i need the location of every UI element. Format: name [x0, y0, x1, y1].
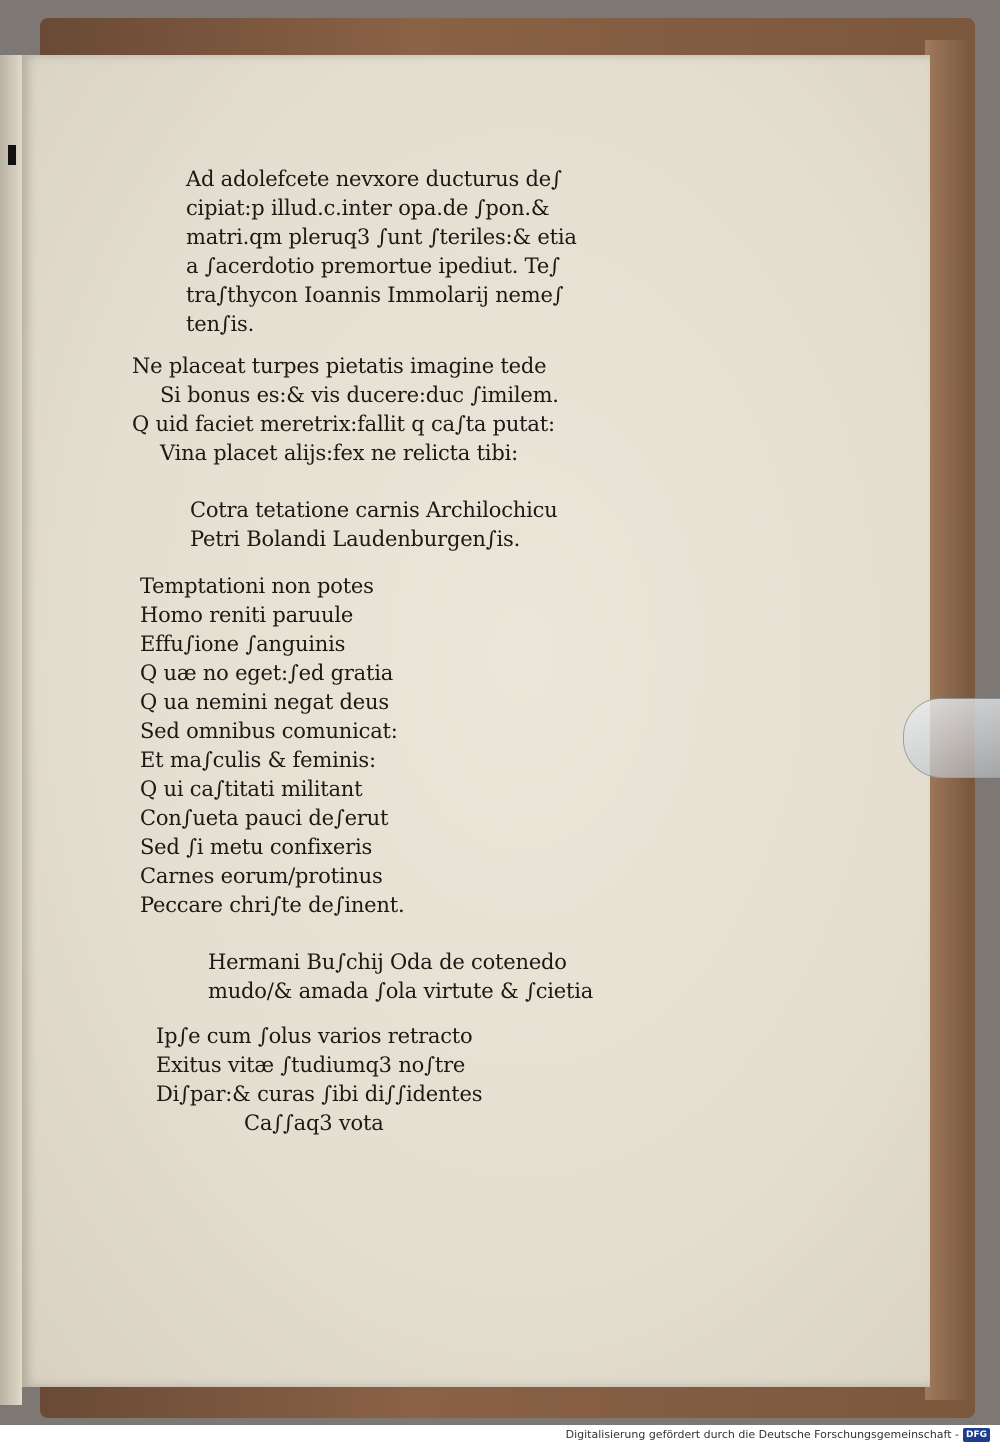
text-line: Exitus vitæ ∫tudiumq3 no∫tre — [156, 1053, 466, 1077]
text-line: Q ua nemini negat deus — [140, 690, 389, 714]
text-line: Et ma∫culis & feminis: — [140, 748, 376, 772]
text-line: Di∫par:& curas ∫ibi di∫∫identes — [156, 1082, 483, 1106]
digitization-footer — [0, 1425, 1000, 1445]
text-line: Q ui ca∫titati militant — [140, 777, 363, 801]
text-line: Q uid faciet meretrix:fallit q ca∫ta putat: — [132, 412, 555, 436]
text-line: Q uæ no eget:∫ed gratia — [140, 661, 394, 685]
page-clip — [903, 698, 1000, 778]
stanza-2 — [132, 352, 559, 468]
text-line: Sed ∫i metu confixeris — [140, 835, 373, 859]
text-line: Sed omnibus comunicat: — [140, 719, 398, 743]
text-line: Ad adolefcete nevxore ducturus de∫ — [186, 167, 562, 191]
heading-2 — [190, 496, 558, 554]
text-line: Cotra tetatione carnis Archilochicu — [190, 498, 558, 522]
text-line: Homo reniti paruule — [140, 603, 354, 627]
text-line: mudo/& amada ∫ola virtute & ∫cietia — [208, 979, 594, 1003]
footer-text: Digitalisierung gefördert durch die Deutsche Forschungsgemeinschaft - — [565, 1428, 959, 1441]
stanza-1 — [186, 165, 577, 339]
stanza-3 — [140, 572, 404, 920]
text-line: ten∫is. — [186, 312, 255, 336]
text-line: tra∫thycon Ioannis Immolarij neme∫ — [186, 283, 564, 307]
text-line: Ip∫e cum ∫olus varios retracto — [156, 1024, 473, 1048]
text-line: Effu∫ione ∫anguinis — [140, 632, 346, 656]
stanza-4 — [156, 1022, 482, 1138]
text-line: matri.qm pleruq3 ∫unt ∫teriles:& etia — [186, 225, 577, 249]
text-line: Petri Bolandi Laudenburgen∫is. — [190, 527, 521, 551]
text-line: Ca∫∫aq3 vota — [244, 1111, 384, 1135]
text-line: Carnes eorum/protinus — [140, 864, 383, 888]
text-line: Peccare chri∫te de∫inent. — [140, 893, 405, 917]
text-line: Con∫ueta pauci de∫erut — [140, 806, 389, 830]
facing-page-edge — [0, 55, 22, 1405]
show-through-text — [742, 155, 942, 1195]
text-line: cipiat:p illud.c.inter opa.de ∫pon.& — [186, 196, 550, 220]
text-line: Hermani Bu∫chij Oda de cotenedo — [208, 950, 567, 974]
text-line: Si bonus es:& vis ducere:duc ∫imilem. — [160, 383, 559, 407]
text-line: Temptationi non potes — [140, 574, 374, 598]
text-line: Vina placet alijs:fex ne relicta tibi: — [160, 441, 518, 465]
dfg-logo: DFG — [963, 1428, 990, 1442]
text-line: a ∫acerdotio premortue ipediut. Te∫ — [186, 254, 560, 278]
text-line: Ne placeat turpes pietatis imagine tede — [132, 354, 547, 378]
binding-mark — [8, 145, 16, 165]
heading-3 — [208, 948, 593, 1006]
